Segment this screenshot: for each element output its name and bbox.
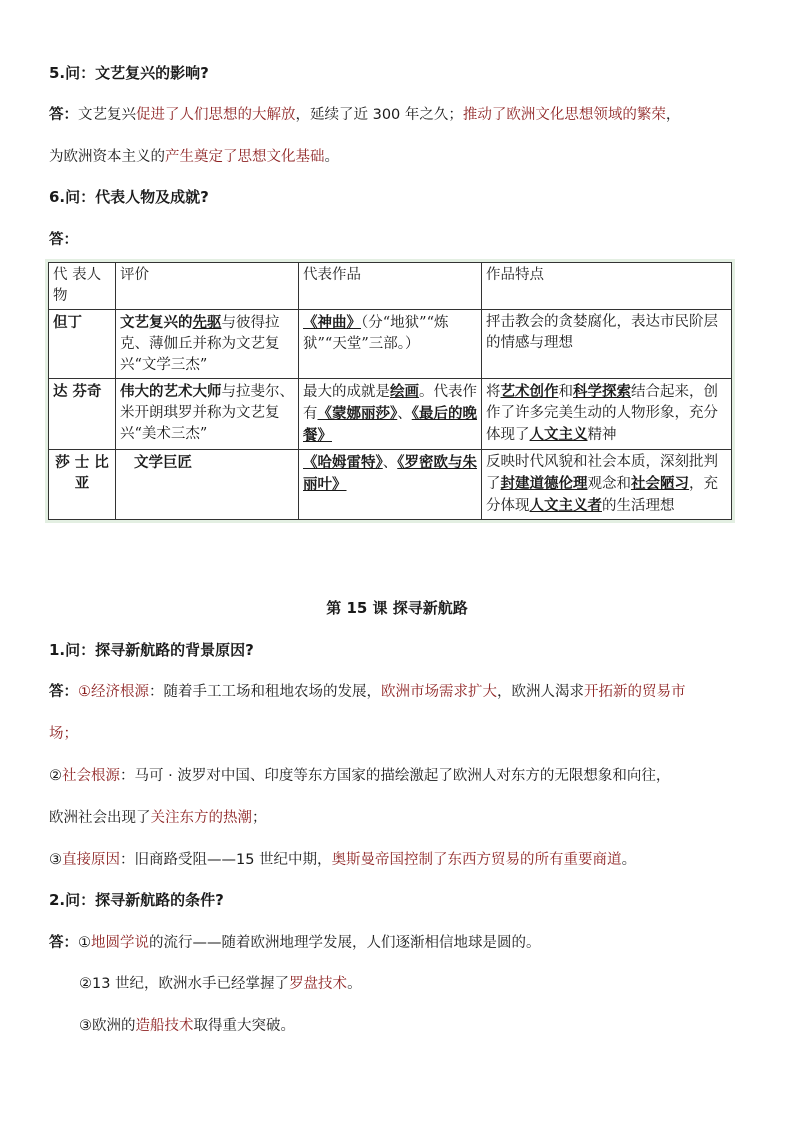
- answer-line: [49, 806, 267, 827]
- answer-line: [49, 931, 541, 952]
- text: 与拉斐尔、米开朗琪罗并称为文艺复兴“美术三杰”: [120, 384, 294, 442]
- question-5-answer-line-2: [49, 145, 339, 166]
- answer-label: 答：: [49, 684, 78, 700]
- answer-label: 答：: [49, 107, 78, 123]
- key-term: 《蒙娜丽莎》: [317, 405, 398, 422]
- header-cell: 作品特点: [482, 263, 732, 310]
- features-cell: [482, 379, 732, 450]
- text: 取得重大突破。: [193, 1018, 295, 1034]
- evaluation-cell: [116, 379, 299, 450]
- text: ③: [49, 852, 62, 868]
- text: ，欧洲人渴求: [497, 684, 584, 700]
- answer-line: [79, 972, 362, 993]
- key-term: 《神曲》: [303, 314, 361, 331]
- lesson-title: 第 15 课 探寻新航路: [326, 599, 468, 617]
- highlight-text: 直接原因: [62, 852, 120, 868]
- evaluation-cell: 文学巨匠: [116, 450, 299, 520]
- text: ：随着手工工场和租地农场的发展，: [149, 684, 381, 700]
- key-term: 科学探索: [573, 383, 631, 400]
- name-cell: 莎 士 比亚: [49, 450, 116, 520]
- highlight-text: 奥斯曼帝国控制了东西方贸易的所有重要商道: [331, 852, 622, 868]
- text: 精神: [587, 427, 617, 443]
- features-cell: 抨击教会的贪婪腐化，表达市民阶层的情感与理想: [482, 310, 732, 379]
- answer-line: 场；: [49, 726, 78, 742]
- text: （分“地狱”“炼狱”“天堂”三部。）: [303, 315, 449, 352]
- text: 的流行——随着欧洲地理学发展，人们逐渐相信地球是圆的。: [149, 935, 541, 951]
- text: ，充分体现: [486, 476, 718, 514]
- highlight-text: 推动了欧洲文化思想领域的繁荣: [462, 107, 666, 123]
- header-cell: 代 表人物: [49, 263, 116, 310]
- header-cell: 评价: [116, 263, 299, 310]
- works-cell: [299, 379, 482, 450]
- text: ②: [49, 768, 62, 784]
- works-cell: [299, 310, 482, 379]
- name-cell: 但丁: [49, 310, 116, 379]
- key-term: 封建道德伦理: [500, 475, 588, 492]
- answer-line: [49, 764, 670, 785]
- text: 。: [324, 149, 339, 165]
- text: 将: [486, 384, 501, 400]
- text: 反映时代风貌和社会本质，深刻批判了: [486, 454, 718, 492]
- highlight-text: 开拓新的贸易市: [584, 684, 686, 700]
- text: ，延续了近 300 年之久；: [295, 107, 463, 123]
- text: ，: [665, 107, 681, 123]
- text: 与彼得拉克、薄伽丘并称为文艺复兴“文学三杰”: [120, 315, 280, 373]
- representatives-table: [48, 262, 732, 520]
- key-term: 《最后的晚餐》: [303, 405, 477, 444]
- key-term: 先驱: [192, 314, 222, 331]
- header-cell: 代表作品: [299, 263, 482, 310]
- highlight-text: 经济根源: [91, 684, 149, 700]
- table-row: [49, 310, 732, 379]
- name-cell: 达 芬奇: [49, 379, 116, 450]
- text: ①: [78, 684, 91, 700]
- highlight-text: 产生奠定了思想文化基础: [165, 149, 325, 165]
- text: 文艺复兴的: [120, 314, 193, 331]
- highlight-text: 促进了人们思想的大解放: [136, 107, 296, 123]
- text: 。: [621, 852, 637, 868]
- text: 观念和: [587, 476, 631, 492]
- text: ：马可 · 波罗对中国、印度等东方国家的描绘激起了欧洲人对东方的无限想象和向往，: [120, 768, 671, 784]
- highlight-text: 造船技术: [135, 1018, 194, 1034]
- text: 、: [397, 406, 412, 422]
- question-5-answer-line-1: [49, 103, 680, 124]
- text: ②13 世纪，欧洲水手已经掌握了: [79, 976, 290, 992]
- text: 最大的成就是: [303, 384, 390, 400]
- answer-line: [79, 1014, 295, 1035]
- text: 文艺复兴: [78, 107, 136, 123]
- evaluation-cell: [116, 310, 299, 379]
- text: ：旧商路受阻——15 世纪中期，: [120, 852, 332, 868]
- text: 。: [347, 976, 362, 992]
- key-term: 《哈姆雷特》: [303, 454, 383, 471]
- text: 为欧洲资本主义的: [49, 149, 165, 165]
- key-term: 绘画: [390, 383, 419, 400]
- highlight-text: 关注东方的热潮: [150, 810, 252, 826]
- highlight-text: 社会根源: [62, 768, 120, 784]
- text: 的生活理想: [602, 498, 675, 514]
- key-term: 人文主义者: [529, 497, 602, 514]
- table-row: [49, 379, 732, 450]
- table-row: [49, 450, 732, 520]
- lesson-question-2-title: 2.问：探寻新航路的条件?: [49, 891, 224, 909]
- text: 。代表作有: [303, 384, 477, 422]
- text: ；: [252, 810, 267, 826]
- highlight-text: 罗盘技术: [289, 976, 348, 992]
- key-term: 伟大的艺术大师: [120, 383, 222, 400]
- works-cell: [299, 450, 482, 520]
- text: 和: [558, 384, 573, 400]
- key-term: 社会陋习: [631, 475, 689, 492]
- text: 结合起来，创作了许多完美生动的人物形象，充分体现了: [486, 384, 718, 443]
- text: 欧洲社会出现了: [49, 810, 151, 826]
- question-6-title: 6.问：代表人物及成就?: [49, 188, 209, 206]
- text: 、: [382, 455, 398, 471]
- question-5-title: 5.问：文艺复兴的影响?: [49, 64, 209, 82]
- highlight-text: 欧洲市场需求扩大: [381, 684, 497, 700]
- key-term: 人文主义: [529, 426, 588, 443]
- text: ①: [78, 935, 91, 951]
- highlight-text: 地圆学说: [91, 935, 149, 951]
- key-term: 《罗密欧与朱丽叶》: [303, 454, 477, 493]
- answer-label: 答：: [49, 935, 78, 951]
- answer-line: [49, 848, 636, 869]
- features-cell: [482, 450, 732, 520]
- key-term: 艺术创作: [500, 383, 559, 400]
- answer-label: 答：: [49, 232, 78, 248]
- text: ③欧洲的: [79, 1018, 136, 1034]
- answer-line: [49, 680, 686, 701]
- table-header-row: [49, 263, 732, 310]
- lesson-question-1-title: 1.问：探寻新航路的背景原因?: [49, 641, 254, 659]
